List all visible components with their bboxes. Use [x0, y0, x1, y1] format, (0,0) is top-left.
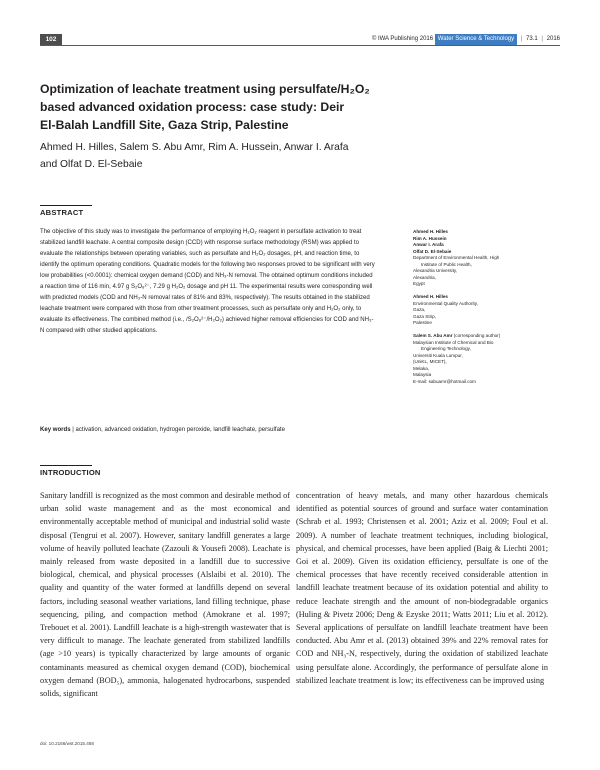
affiliation-line: Palestine — [413, 320, 432, 325]
affiliation-block — [413, 333, 568, 385]
affiliation-line: Melaka, — [413, 365, 430, 371]
abstract-text — [40, 227, 377, 337]
article-title — [40, 80, 470, 134]
affiliation-line: Alexandria University, — [413, 268, 458, 273]
keywords-label: Key words — [40, 427, 71, 433]
affiliation-line: Department of Environmental Health, High — [413, 255, 500, 260]
journal-citation: © IWA Publishing 2016 Water Science & Technology | 73.1 | 2016 — [372, 34, 560, 45]
affiliation-line: Malaysia — [413, 372, 432, 377]
affiliation-author: Ahmed H. Hilles — [413, 229, 448, 234]
abstract-rule — [40, 205, 92, 206]
keywords: Key words | activation, advanced oxidation, hydrogen peroxide, landfill leachate, persulfate — [40, 427, 285, 433]
affiliation-line: (UniKL, MICET), — [413, 359, 447, 364]
header-rule — [40, 45, 560, 46]
affiliation-block — [413, 294, 568, 327]
journal-name: Water Science & Technology — [435, 34, 517, 45]
affiliation-line: Universiti Kuala Lumpur, — [413, 352, 463, 358]
page-number: 102 — [40, 34, 62, 45]
keywords-text: activation, advanced oxidation, hydrogen peroxide, landfill leachate, persulfate — [75, 427, 285, 433]
intro-rule — [40, 465, 92, 466]
affiliation-line: Environmental Quality Authority, — [413, 300, 479, 306]
affiliation-line: Engineering Technology, — [421, 346, 471, 351]
body-column-right: concentration of heavy metals, and many other hazardous chemicals identified as potential sources of ground and surface water contamination (Schrab et al. 1993; Christensen et al. 2001; Aziz et al. 2009; Foul et al. 2009). A number of leachate treatment techniques, including biological, physical, and chemical processes, have been applied (Baig & Liechti 2001; Goi et al. 2009). Given its oxidation efficiency, persulfate is one of the chemical processes that have recently received considerable attention in landfill leachate treatment because of its oxidation potential and ability to reduce leachate strength and the amount of non-biodegradable organics (Huling & Pivetz 2006; Deng & Ezyske 2011; Watts 2011; Liu et al. 2012). Several applications of persulfate on landfill leachate treatment have been conducted. Abu Amr et al. (2013) obtained 39% and 22% removal rates for COD and NH₃-N, respectively, during the oxidation of stabilized leachate using persulfate alone. Accordingly, the performance of persulfate alone in stabilized leachate treatment is low; its effectiveness can be improved using — [296, 491, 548, 685]
affiliation-author: Olfat D. El-Sebaie — [413, 248, 452, 254]
corresponding-note: (corresponding author) — [453, 333, 501, 338]
body-column-left: Sanitary landfill is recognized as the most common and desirable method of urban solid waste management and as the most economical and environmentally acceptable method of municipal and industrial solid waste disposal (Tengrui et al. 2007). However, sanitary landfill generates a large volume of heavily polluted leachate (Zazouli & Yousefi 2008). Leachate is mainly released from waste deposited in a landfill due to successive biological, chemical, and physical processes (Alslaibi et al. 2010). The quality and quantity of the water formed at landfills depend on several factors, including seasonal weather variations, land filling technique, phase sequencing, piling, and compaction method (Amokrane et al. 1997; Trebouet et al. 2001). Landfill leachate is a high-strength wastewater that is very difficult to manage. The leachate generated from stabilized landfills (age >10 years) is typically characterized by large amounts of organic contaminants measured as chemical oxygen demand (COD), biochemical oxygen demand (BOD₅), ammonia, halogenated hydrocarbons, suspended solids, significant — [40, 491, 290, 699]
affiliation-line: Gaza Strip, — [413, 313, 436, 319]
copyright-notice: © IWA Publishing 2016 — [371, 36, 434, 42]
abstract-paragraph: The objective of this study was to investigate the performance of employing H₂O₂ reagent in persulfate activation to treat stabilized landfill leachate. A central composite design (CCD) with response surface methodology (RSM) was applied to evaluate the relationships between operating variables, such as persulfate and H₂O₂ dosages, pH, and reaction time, to identify the optimum operating conditions. Quadratic models for the following two responses proved to be significant with very low probabilities (<0.0001): chemical oxygen demand (COD) and NH₃-N removal. The obtained optimum conditions included a reaction time of 116 min, 4.97 g S₂O₈²⁻, 7.29 g H₂O₂ dosage and pH 11. The experimental results were corresponding well with predicted models (COD and NH₃-N removal rates of 81% and 83%, respectively). The results obtained in the stabilized leachate treatment were compared with those from other treatment processes, such as persulfate only and H₂O₂ only, to evaluate its effectiveness. The combined method (i.e., /S₂O₈²⁻/H₂O₂) achieved higher removal efficiencies for COD and NH₃-N compared with other studied applications. — [40, 229, 375, 334]
journal-volume: 73.1 — [526, 36, 538, 42]
doi-footer[interactable]: doi: 10.2166/wst.2015.468 — [40, 741, 94, 746]
running-header — [40, 34, 560, 46]
title-line: El-Balah Landfill Site, Gaza Strip, Palestine — [40, 118, 289, 132]
abstract-heading: ABSTRACT — [40, 208, 84, 217]
author-line: and Olfat D. El-Sebaie — [40, 159, 143, 170]
corresponding-email[interactable]: E-mail: sabuamr@hotmail.com — [413, 378, 476, 384]
title-line: Optimization of leachate treatment using persulfate/H₂O₂ — [40, 82, 370, 96]
affiliation-block — [413, 229, 568, 288]
author-line: Ahmed H. Hilles, Salem S. Abu Amr, Rim A. Hussein, Anwar I. Arafa — [40, 142, 349, 153]
affiliation-line: Gaza, — [413, 307, 426, 312]
corresponding-author: Salem S. Abu Amr — [413, 333, 453, 338]
affiliation-line: Alexandria, — [413, 274, 436, 280]
affiliation-line: Egypt — [413, 281, 425, 286]
author-list — [40, 139, 440, 173]
affiliation-author: Anwar I. Arafa — [413, 242, 444, 247]
journal-year: 2016 — [546, 36, 560, 42]
affiliation-author: Rim A. Hussein — [413, 235, 447, 241]
introduction-heading: INTRODUCTION — [40, 468, 101, 477]
title-line: based advanced oxidation process: case study: Deir — [40, 100, 345, 114]
affiliation-author: Ahmed H. Hilles — [413, 294, 448, 299]
affiliation-line: Institute of Public Health, — [421, 261, 472, 267]
affiliations — [413, 229, 568, 392]
affiliation-line: Malaysian Institute of Chemical and Bio — [413, 339, 494, 345]
